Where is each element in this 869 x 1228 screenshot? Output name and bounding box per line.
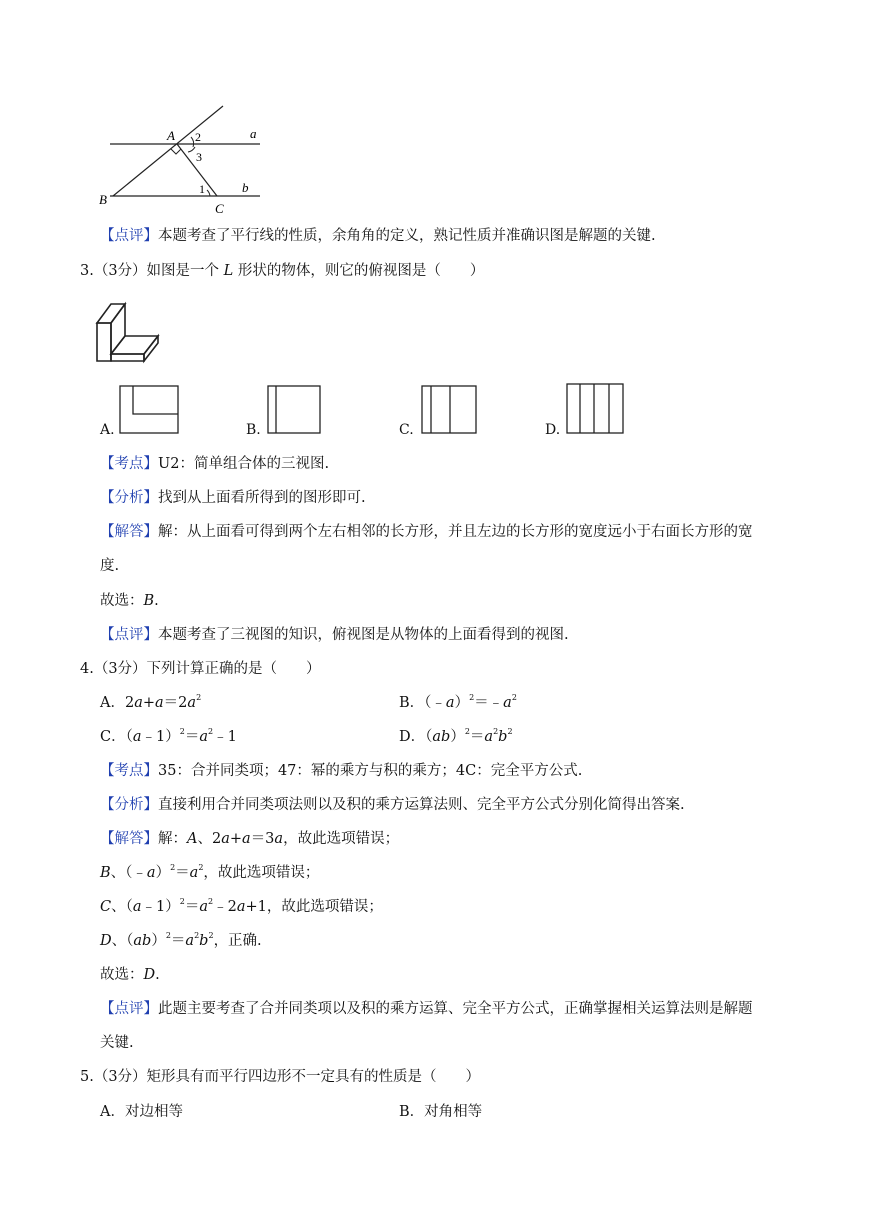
q3-answer-pre: 故选： [100,593,144,609]
q3-option-d[interactable]: D. [545,422,561,438]
q3-option-a[interactable]: A. [100,422,115,438]
point-C-label: C [215,201,224,216]
q3-answer-post: . [154,593,159,609]
kaodian-text: 35：合并同类项；47：幂的乘方与积的乘方；4C：完全平方公式. [158,763,583,779]
q3-answer-value: B [143,593,155,609]
q3-jieda [100,522,753,542]
angle-2-label: 2 [195,130,201,144]
q4-option-c[interactable]: C．$(a﹣1)^2=a^2﹣1$ [100,727,237,745]
q4-answer-post: . [155,967,160,983]
q4-answer-value: D [143,967,156,983]
q4-dianping [100,999,753,1019]
q3-stem-pre: 3.（3分）如图是一个 [80,263,224,279]
q4-kaodian [100,761,582,781]
q5-stem: 5.（3分）矩形具有而平行四边形不一定具有的性质是（ ） [80,1069,481,1085]
q3-stem [80,261,484,281]
q4-option-b[interactable]: B．$(﹣a)^2=﹣a^2$ [399,693,517,711]
dianping-text: 本题考查了三视图的知识，俯视图是从物体的上面看得到的视图. [158,627,569,643]
dianping-text: 此题主要考查了合并同类项以及积的乘方运算、完全平方公式，正确掌握相关运算法则是解题 [158,1001,753,1017]
q5-option-a[interactable]: A．对边相等 [100,1104,183,1120]
q4-jieda-b: B、$(﹣a)^2=a^2$，故此选项错误； [100,863,320,881]
q4-answer-pre: 故选： [100,967,144,983]
q4-jieda: 【解答】解：A、2a+a＝3a，故此选项错误； [100,831,400,847]
parallel-lines-figure [95,100,275,220]
comment-text: 本题考查了平行线的性质，余角角的定义，熟记性质并准确识图是解题的关键. [158,228,656,244]
fenxi-text: 直接利用合并同类项法则以及积的乘方运算法则、完全平方公式分别化简得出答案. [158,797,685,813]
dianping-label: 【点评】 [100,627,158,643]
l-shape-solid-figure [94,298,164,366]
fenxi-text: 找到从上面看所得到的图形即可. [158,490,366,506]
q4-option-a[interactable]: A．$2a+a=2a^2$ [100,693,202,711]
q3-stem-post: 形状的物体，则它的俯视图是（ ） [233,263,485,279]
q3-option-a-figure [119,385,181,435]
q3-kaodian [100,454,329,474]
jieda-text: 解：从上面看可得到两个左右相邻的长方形，并且左边的长方形的宽度远小于右面长方形的宽 [158,524,753,540]
kaodian-label: 【考点】 [100,763,158,779]
q3-option-c[interactable]: C. [399,422,414,438]
q4-dianping-cont: 关键. [100,1035,134,1051]
q5-option-b[interactable]: B．对角相等 [399,1104,483,1120]
comment-label: 【点评】 [100,228,158,244]
q4-fenxi [100,795,685,815]
angle-3-label: 3 [196,150,202,164]
angle-1-label: 1 [199,182,205,196]
point-B-label: B [99,192,107,207]
dianping-label: 【点评】 [100,1001,158,1017]
q4-jieda-d: D、$(ab)^2=a^2b^2$，正确. [100,931,262,949]
q2-comment [100,226,656,246]
q4-stem: 4.（3分）下列计算正确的是（ ） [80,661,321,677]
kaodian-text: U2：简单组合体的三视图. [158,456,330,472]
q3-fenxi [100,488,366,508]
q4-answer [100,965,160,985]
line-a-label: a [250,126,257,141]
q3-answer [100,591,159,611]
q3-option-b[interactable]: B. [246,422,261,438]
point-A-label: A [167,128,175,143]
q3-stem-var: L [223,263,234,279]
q3-option-b-figure [267,385,323,435]
line-b-label: b [242,180,249,195]
q3-jieda-cont: 度. [100,558,120,574]
jieda-label: 【解答】 [100,524,158,540]
jieda-label: 【解答】 [100,831,158,847]
q4-jieda-c: C、$(a﹣1)^2=a^2﹣2a+1$，故此选项错误； [100,897,383,915]
kaodian-label: 【考点】 [100,456,158,472]
q3-dianping [100,625,569,645]
fenxi-label: 【分析】 [100,797,158,813]
q3-option-d-figure [566,383,626,435]
fenxi-label: 【分析】 [100,490,158,506]
q3-option-c-figure [421,385,479,435]
q4-option-d[interactable]: D．$(ab)^2=a^2b^2$ [399,727,513,745]
